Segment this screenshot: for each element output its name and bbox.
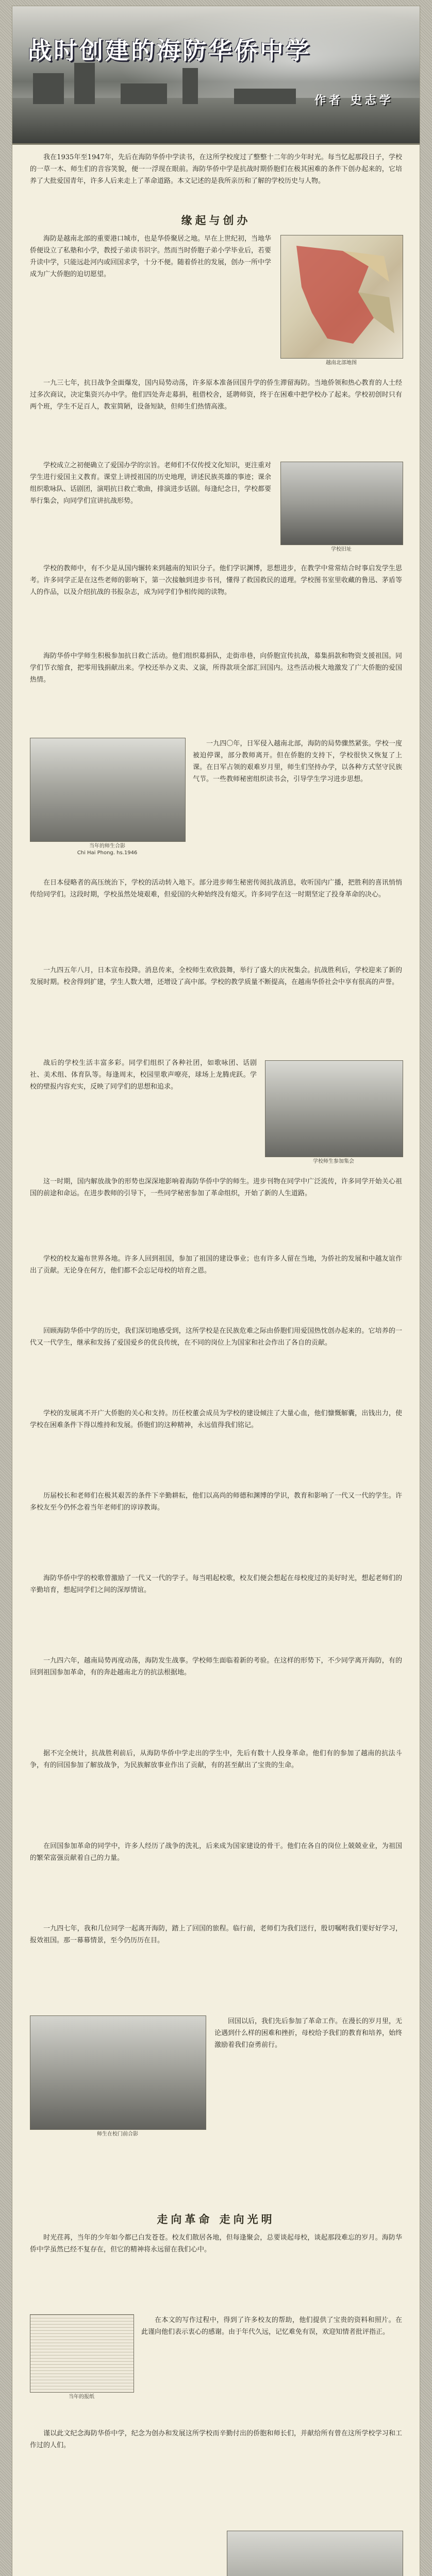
group-photo <box>30 738 186 842</box>
paragraph: 在本文的写作过程中，得到了许多校友的帮助，他们提供了宝贵的资料和照片。在此谨向他们表示衷心的感谢。由于年代久远，记忆难免有误，欢迎知情者批评指正。 <box>141 2316 402 2336</box>
article-paper <box>12 6 420 2576</box>
section-heading: 缘起与创办 <box>181 214 251 227</box>
paragraph: 海防华侨中学师生积极参加抗日救亡活动。他们组织募捐队，走街串巷，向侨胞宣传抗战，募集捐款和物资支援祖国。同学们节衣缩食，把零用钱捐献出来。学校还举办义卖、义演，所得款项全部汇回国内。这些活动极大地激发了广大侨胞的爱国热情。 <box>30 652 402 684</box>
paragraph: 一九四五年八月，日本宣布投降。消息传来，全校师生欢欣鼓舞，举行了盛大的庆祝集会。抗战胜利后，学校迎来了新的发展时期。校舍得到扩建，学生人数大增，还增设了高中部。学校的教学质量不断提高，在越南华侨社会中享有很高的声誉。 <box>30 967 402 986</box>
alumni-photo <box>227 2531 403 2576</box>
author-signature: 作者 史志学 <box>314 94 394 107</box>
paragraph: 战后的学校生活丰富多彩。同学们组织了各种社团，如歌咏团、话剧社、美术组、体育队等。每逢周末，校园里歌声嘹亮，球场上龙腾虎跃。学校的壁报内容充实，反映了同学们的思想和追求。 <box>30 1059 257 1091</box>
school-photo <box>280 462 403 545</box>
paragraph: 这一时期，国内解放战争的形势也深深地影响着海防华侨中学的师生。进步刊物在同学中广泛流传，许多同学开始关心祖国的前途和命运。在进步教师的引导下，一些同学秘密参加了革命组织，开始了新的人生道路。 <box>30 1178 402 1197</box>
paragraph: 一九四七年，我和几位同学一起离开海防，踏上了回国的旅程。临行前，老师们为我们送行，殷切嘱咐我们要好好学习，报效祖国。那一幕幕情景，至今仍历历在目。 <box>30 1925 402 1944</box>
paragraph: 历届校长和老师们在极其艰苦的条件下辛勤耕耘，他们以高尚的师德和渊博的学识，教育和影响了一代又一代的学生。许多校友至今仍怀念着当年老师们的谆谆教诲。 <box>30 1492 402 1512</box>
paragraph: 时光荏苒，当年的少年如今都已白发苍苍。校友们散居各地，但每逢聚会，总要谈起母校，谈起那段难忘的岁月。海防华侨中学虽然已经不复存在，但它的精神将永远留在我们心中。 <box>30 2234 402 2253</box>
map-image <box>280 235 403 359</box>
paragraph: 我在1935年至1947年，先后在海防华侨中学读书，在这所学校度过了整整十二年的少年时光。每当忆起那段日子，学校的一草一木、师生们的音容笑貌，便一一浮现在眼前。海防华侨中学是抗战时期侨胞们在极其困难的条件下创办起来的，它培养了大批爱国青年，许多人后来走上了革命道路。本文记述的是我所亲历和了解的学校历史与人物。 <box>30 154 402 185</box>
section-heading: 走向革命 走向光明 <box>157 2213 275 2226</box>
paragraph: 海防是越南北部的重要港口城市，也是华侨聚居之地。早在上世纪初，当地华侨便设立了私塾和小学，教授子弟读书识字。然而当时侨胞子弟小学毕业后，若要升读中学，只能远赴河内或回国求学，十分不便。随着侨社的发展，创办一所中学成为广大侨胞的迫切愿望。 <box>30 235 272 278</box>
paragraph: 在回国参加革命的同学中，许多人经历了战争的洗礼，后来成为国家建设的骨干。他们在各自的岗位上兢兢业业，为祖国的繁荣富强贡献着自己的力量。 <box>30 1842 402 1862</box>
paragraph: 在日本侵略者的高压统治下，学校的活动转入地下。部分进步师生秘密传阅抗战消息，收听国内广播，把胜利的喜讯悄悄传给同学们。这段时期，学校虽然处境艰难，但爱国的火种始终没有熄灭。许多同学在这一时期坚定了投身革命的决心。 <box>30 879 402 899</box>
photo-caption: 学校旧址 <box>331 547 352 552</box>
paragraph: 一九三七年，抗日战争全面爆发，国内局势动荡，许多原本准备回国升学的侨生滞留海防。当地侨领和热心教育的人士经过多次商议，决定集资兴办中学。他们四处奔走募捐，租借校舍，延聘师资，终于在困难中把学校办了起来。学校初创时只有两个班，学生不足百人，教室简陋，设备短缺，但师生们热情高涨。 <box>30 379 402 411</box>
paragraph: 学校成立之初便确立了爱国办学的宗旨。老师们不仅传授文化知识，更注重对学生进行爱国主义教育。课堂上讲授祖国的历史地理，讲述民族英雄的事迹；课余组织歌咏队、话剧团，演唱抗日救亡歌曲，排演进步话剧。每逢纪念日，学校都要举行集会，向同学们宣讲抗战形势。 <box>30 462 272 505</box>
newspaper-image <box>30 2314 134 2393</box>
page-title: 战时创建的海防华侨中学 <box>28 37 311 64</box>
photo-caption: 越南北部地图 <box>326 360 357 366</box>
paragraph: 谨以此文纪念海防华侨中学，纪念为创办和发展这所学校而辛勤付出的侨胞和师长们，并献给所有曾在这所学校学习和工作过的人们。 <box>30 2430 402 2449</box>
paragraph: 回国以后，我们先后参加了革命工作。在漫长的岁月里，无论遇到什么样的困难和挫折，母校给予我们的教育和培养，始终激励着我们奋勇前行。 <box>214 2018 403 2049</box>
photo-caption: 师生在校门前合影 <box>97 2131 138 2137</box>
paragraph: 学校的校友遍布世界各地。许多人回到祖国，参加了祖国的建设事业；也有许多人留在当地，为侨社的发展和中越友谊作出了贡献。无论身在何方，他们都不会忘记母校的培育之恩。 <box>30 1255 402 1275</box>
paragraph: 据不完全统计，抗战胜利前后，从海防华侨中学走出的学生中，先后有数十人投身革命。他们有的参加了越南的抗法斗争，有的回国参加了解放战争，为民族解放事业作出了贡献，有的甚至献出了宝贵的生命。 <box>30 1750 402 1769</box>
photo-caption: 当年的报纸 <box>69 2394 94 2400</box>
paragraph: 一九四六年，越南局势再度动荡，海防发生战事。学校师生面临着新的考验。在这样的形势下，不少同学离开海防，有的回到祖国参加革命，有的奔赴越南北方的抗法根据地。 <box>30 1657 402 1676</box>
paragraph: 回顾海防华侨中学的历史，我们深切地感受到，这所学校是在民族危难之际由侨胞们用爱国热忱创办起来的。它培养的一代又一代学生，继承和发扬了爱国爱乡的优良传统，在不同的岗位上为国家和社会作出了各自的贡献。 <box>30 1327 402 1347</box>
paragraph: 学校的发展离不开广大侨胞的关心和支持。历任校董会成员为学校的建设倾注了大量心血，他们慷慨解囊，出钱出力，使学校在困难条件下得以维持和发展。侨胞们的这种精神，永远值得我们铭记。 <box>30 1410 402 1429</box>
rally-photo <box>265 1060 403 1157</box>
paragraph: 学校的教师中，有不少是从国内辗转来到越南的知识分子。他们学识渊博，思想进步，在教学中常常结合时事启发学生思考。许多同学正是在这些老师的影响下，第一次接触到进步书刊，懂得了救国救民的道理。学校图书室里收藏的鲁迅、茅盾等人的作品，以及介绍抗战的书报杂志，成为同学们争相传阅的读物。 <box>30 565 402 596</box>
photo-caption: 当年的师生合影 Chi Hai Phong. hs.1946 <box>77 843 138 856</box>
gate-photo <box>30 2015 206 2130</box>
paragraph: 海防华侨中学的校歌曾激励了一代又一代的学子。每当唱起校歌，校友们便会想起在母校度过的美好时光，想起老师们的辛勤培育，想起同学们之间的深厚情谊。 <box>30 1574 402 1594</box>
paragraph: 一九四〇年，日军侵入越南北部，海防的局势骤然紧张。学校一度被迫停课，部分教师离开。但在侨胞的支持下，学校很快又恢复了上课。在日军占领的艰难岁月里，师生们坚持办学，以各种方式坚守民族气节。一些教师秘密组织读书会，引导学生学习进步思想。 <box>193 740 402 783</box>
header-banner <box>12 6 420 145</box>
photo-caption: 学校师生参加集会 <box>313 1159 354 1164</box>
